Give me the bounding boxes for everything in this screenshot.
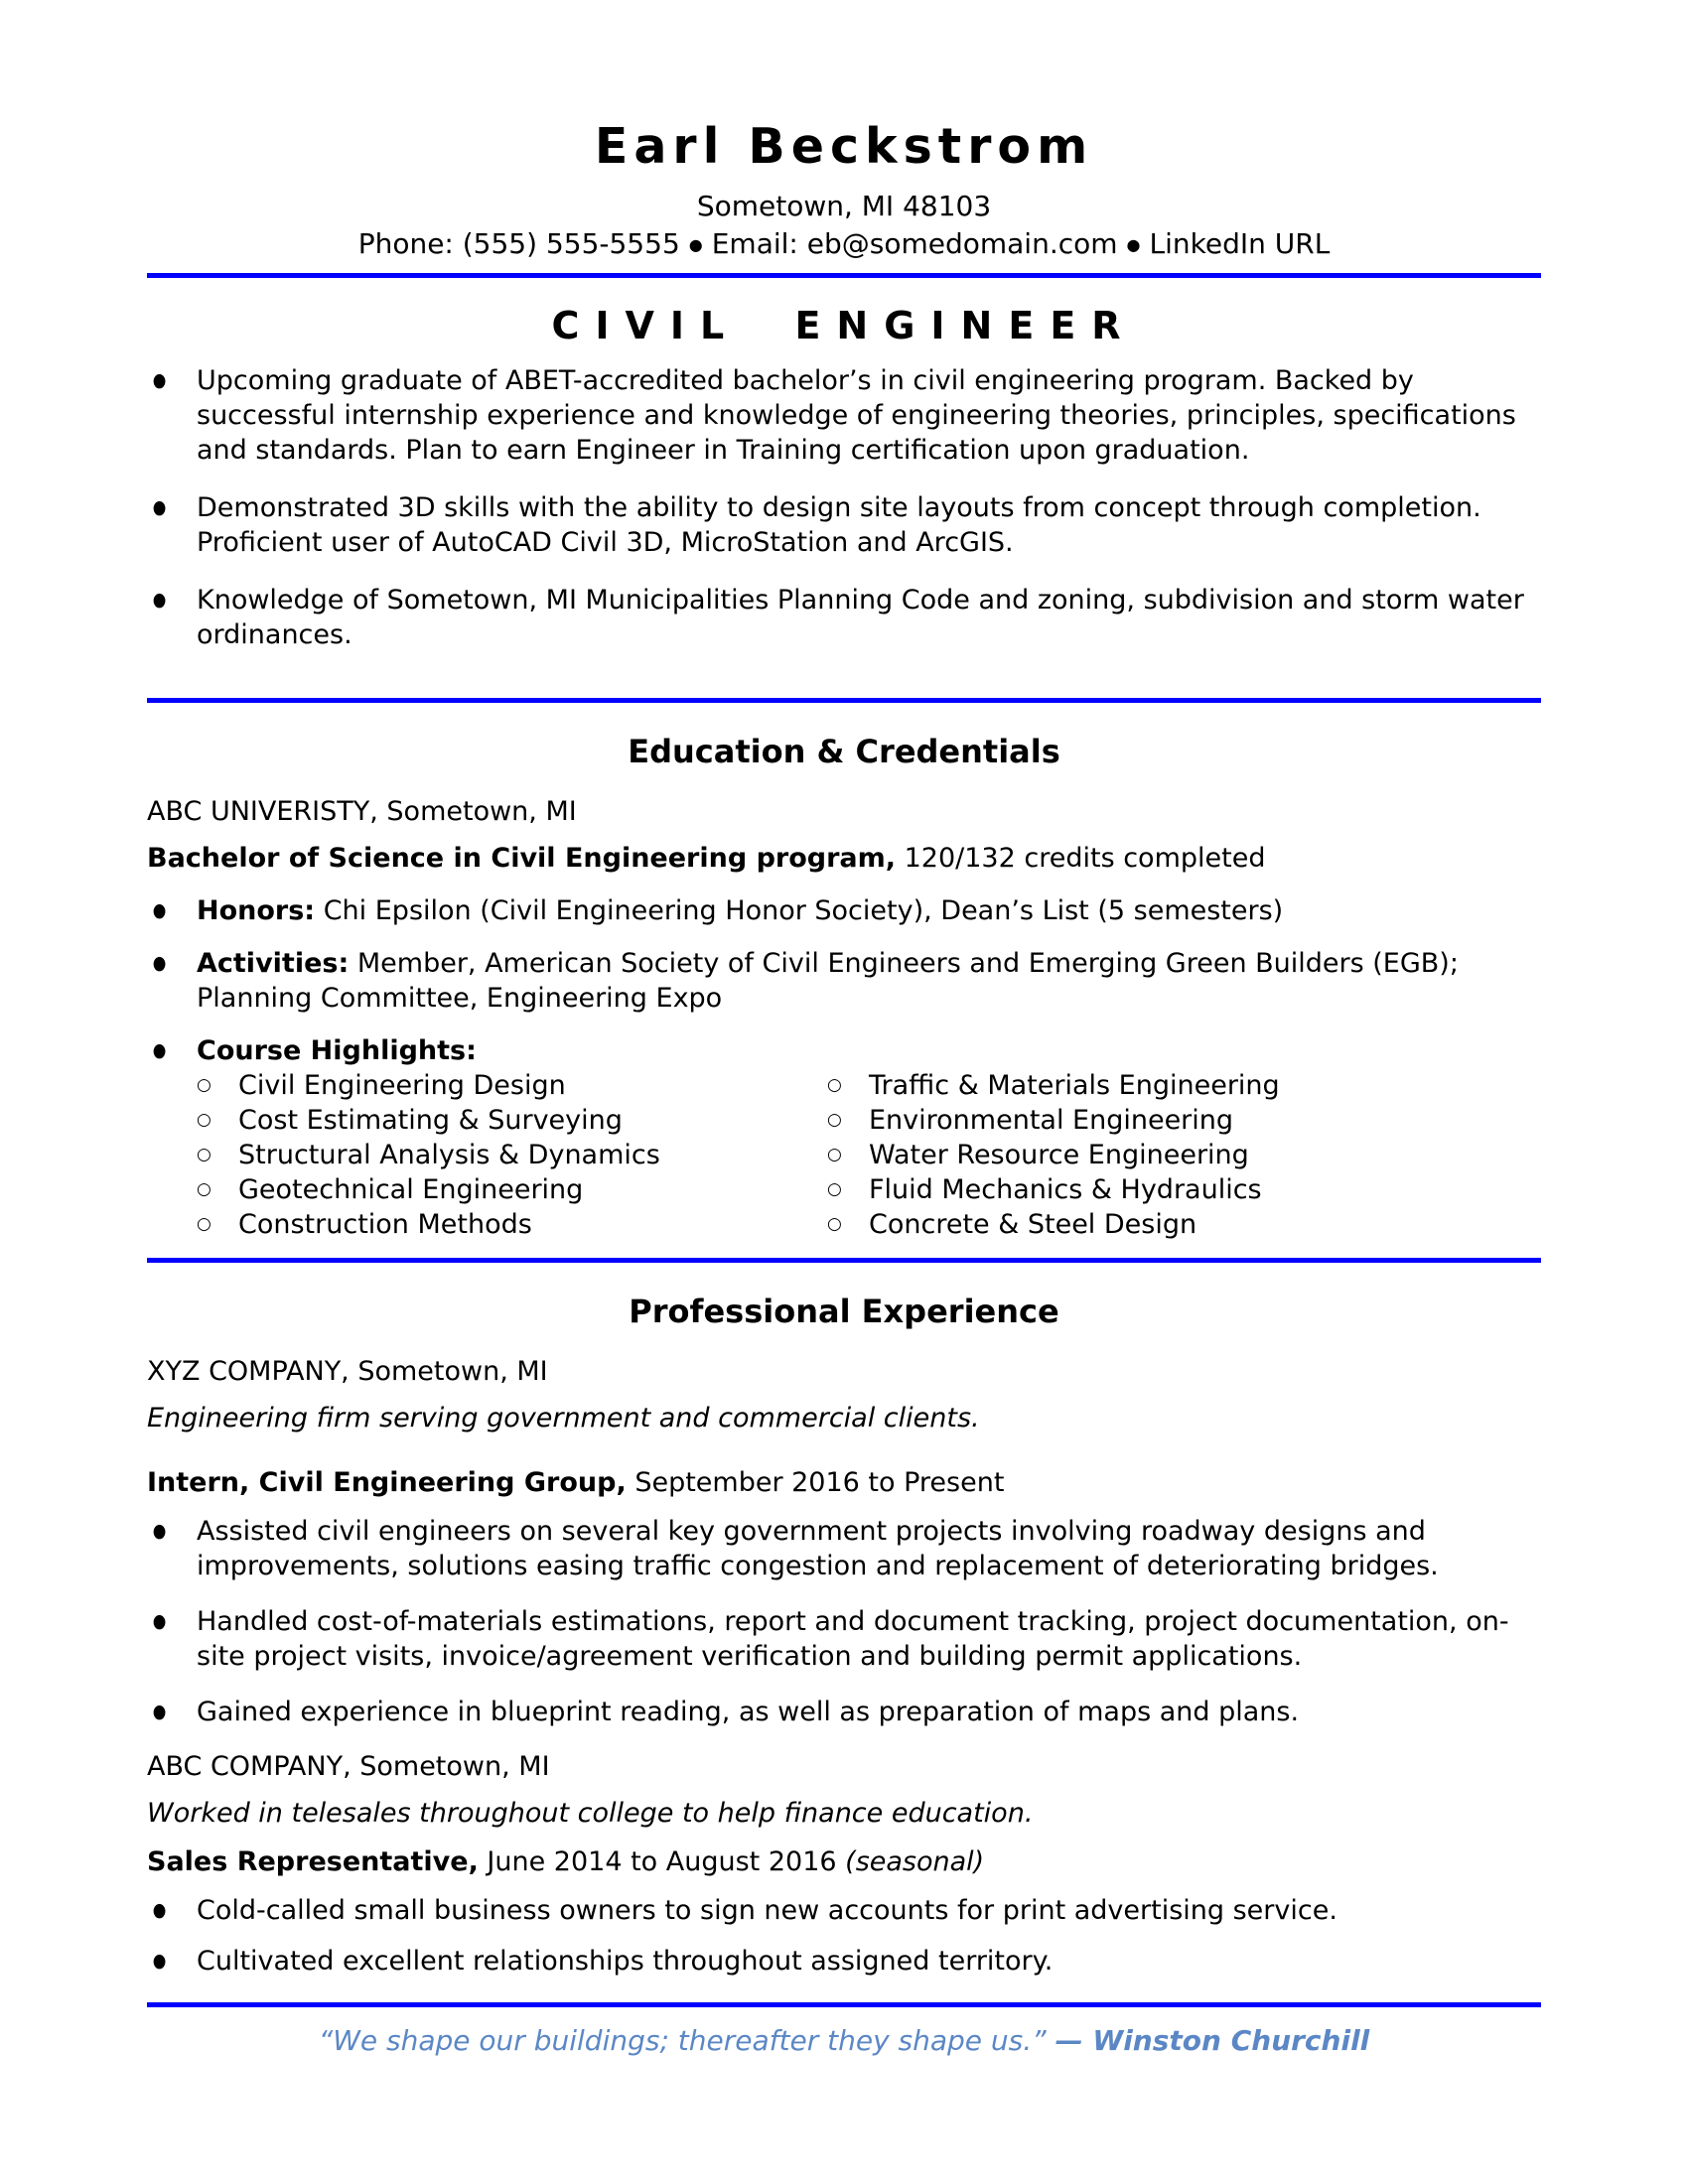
person-name: Earl Beckstrom [594, 118, 1094, 175]
company-line: ABC COMPANY, Sometown, MI [147, 1751, 550, 1782]
course-item [827, 1207, 1541, 1242]
course-name: Concrete & Steel Design [869, 1209, 1197, 1240]
job-bullet-text: Gained experience in blueprint reading, as well as preparation of maps and plans. [197, 1697, 1300, 1727]
summary-bullet-text: Demonstrated 3D skills with the ability to design site layouts from concept through completion. Proficient user of AutoCAD Civil 3D, MicroStation and ArcGIS. [197, 492, 1481, 558]
quote-attribution: — Winston Churchill [1055, 2024, 1370, 2057]
job-bullet-text: Handled cost-of-materials estimations, report and document tracking, project documentation, on-site project visits, invoice/agreement verification and building permit applications. [197, 1606, 1509, 1672]
phone-text: Phone: (555) 555-5555 [357, 227, 680, 260]
experience-heading: Professional Experience [629, 1293, 1059, 1330]
job-bullet-text: Cultivated excellent relationships throughout assigned territory. [197, 1946, 1054, 1977]
course-item [827, 1103, 1541, 1138]
honors-text [197, 893, 1541, 928]
job-bullet-text: Cold-called small business owners to sign new accounts for print advertising service. [197, 1895, 1337, 1926]
course-name: Environmental Engineering [869, 1105, 1234, 1136]
job-bullet [147, 1604, 1541, 1674]
circle-bullet-icon: ○ [827, 1075, 842, 1095]
bullet-separator-icon: ● [688, 235, 703, 254]
course-item [197, 1207, 827, 1242]
blue-divider [147, 698, 1541, 703]
degree-line [147, 841, 1541, 876]
company-description: Worked in telesales throughout college to help finance education. [147, 1798, 1034, 1829]
course-highlights-label: Course Highlights: [197, 1035, 477, 1066]
role-dates: September 2016 to Present [634, 1467, 1005, 1498]
bullet-icon: ● [152, 1701, 167, 1722]
education-heading: Education & Credentials [628, 733, 1060, 770]
job-bullet-text: Assisted civil engineers on several key government projects involving roadway designs and improvements, solutions easing traffic congestion and replacement of deteriorating bridges. [197, 1516, 1439, 1581]
course-highlights-block [197, 1033, 1541, 1242]
summary-list [147, 363, 1541, 652]
bullet-icon: ● [152, 952, 167, 974]
course-column-right [827, 1068, 1541, 1242]
company-description: Engineering firm serving government and commercial clients. [147, 1403, 980, 1433]
degree-credits: 120/132 credits completed [904, 843, 1266, 874]
job-bullet [147, 1695, 1541, 1729]
bullet-icon: ● [152, 1039, 167, 1061]
role-line [147, 1844, 1541, 1879]
activities-label: Activities: [197, 948, 350, 979]
course-highlights-bullet [147, 1033, 1541, 1242]
resume-header [147, 117, 1541, 262]
blue-divider [147, 273, 1541, 278]
course-item [827, 1068, 1541, 1103]
course-name: Civil Engineering Design [238, 1070, 566, 1101]
bullet-icon: ● [152, 1950, 167, 1972]
activities-bullet [147, 946, 1541, 1016]
bullet-icon: ● [152, 1899, 167, 1921]
course-column-left [197, 1068, 827, 1242]
company-line: XYZ COMPANY, Sometown, MI [147, 1356, 548, 1387]
course-item [197, 1103, 827, 1138]
course-name: Structural Analysis & Dynamics [238, 1140, 660, 1170]
job-bullet-list [147, 1514, 1541, 1729]
course-item [827, 1172, 1541, 1207]
course-name: Water Resource Engineering [869, 1140, 1249, 1170]
bullet-icon: ● [152, 1610, 167, 1632]
location-line: Sometown, MI 48103 [696, 190, 992, 222]
job-bullet [147, 1944, 1541, 1979]
summary-bullet [147, 363, 1541, 468]
role-dates: June 2014 to August 2016 [487, 1846, 837, 1877]
summary-bullet-text: Upcoming graduate of ABET-accredited bachelor’s in civil engineering program. Backed by successful internship experience and knowledge of engineering theories, principles, specifications and standards. Plan to earn Engineer in Training certification upon graduation. [197, 365, 1516, 466]
course-item [197, 1068, 827, 1103]
course-name: Cost Estimating & Surveying [238, 1105, 623, 1136]
blue-divider [147, 2002, 1541, 2007]
blue-divider [147, 1258, 1541, 1263]
resume-title: CIVIL ENGINEER [551, 304, 1137, 347]
contact-line [147, 227, 1541, 262]
circle-bullet-icon: ○ [197, 1179, 211, 1199]
role-line [147, 1465, 1541, 1500]
circle-bullet-icon: ○ [827, 1145, 842, 1164]
bullet-icon: ● [152, 899, 167, 921]
job-bullet [147, 1514, 1541, 1583]
role-title: Intern, Civil Engineering Group, [147, 1467, 627, 1498]
course-item [197, 1138, 827, 1172]
bullet-icon: ● [152, 496, 167, 518]
honors-label: Honors: [197, 895, 316, 926]
honors-bullet [147, 893, 1541, 928]
activities-text [197, 946, 1541, 1016]
circle-bullet-icon: ○ [827, 1179, 842, 1199]
school-line: ABC UNIVERISTY, Sometown, MI [147, 796, 577, 827]
role-title: Sales Representative, [147, 1846, 479, 1877]
circle-bullet-icon: ○ [197, 1075, 211, 1095]
footer-quote-line [147, 2023, 1541, 2059]
circle-bullet-icon: ○ [197, 1214, 211, 1234]
course-item [197, 1172, 827, 1207]
summary-bullet-text: Knowledge of Sometown, MI Municipalities Planning Code and zoning, subdivision and storm water ordinances. [197, 585, 1524, 650]
linkedin-text: LinkedIn URL [1149, 227, 1331, 260]
bullet-icon: ● [152, 1520, 167, 1542]
quote-text: “We shape our buildings; thereafter they shape us.” [318, 2024, 1047, 2057]
summary-bullet [147, 583, 1541, 652]
job-bullet [147, 1893, 1541, 1928]
honors-value: Chi Epsilon (Civil Engineering Honor Society), Dean’s List (5 semesters) [323, 895, 1284, 926]
course-name: Construction Methods [238, 1209, 532, 1240]
course-name: Fluid Mechanics & Hydraulics [869, 1174, 1262, 1205]
bullet-icon: ● [152, 589, 167, 611]
bullet-icon: ● [152, 369, 167, 391]
course-name: Traffic & Materials Engineering [869, 1070, 1280, 1101]
education-list [147, 893, 1541, 1242]
circle-bullet-icon: ○ [197, 1145, 211, 1164]
bullet-separator-icon: ● [1126, 235, 1141, 254]
email-text: Email: eb@somedomain.com [711, 227, 1118, 260]
course-name: Geotechnical Engineering [238, 1174, 584, 1205]
summary-bullet [147, 490, 1541, 560]
degree-name: Bachelor of Science in Civil Engineering program, [147, 843, 897, 874]
job-bullet-list [147, 1893, 1541, 1979]
course-columns [197, 1068, 1541, 1242]
role-seasonal: (seasonal) [845, 1846, 985, 1877]
circle-bullet-icon: ○ [827, 1214, 842, 1234]
circle-bullet-icon: ○ [197, 1110, 211, 1130]
circle-bullet-icon: ○ [827, 1110, 842, 1130]
course-item [827, 1138, 1541, 1172]
activities-value: Member, American Society of Civil Engineers and Emerging Green Builders (EGB); Planning Committee, Engineering Expo [197, 948, 1459, 1014]
